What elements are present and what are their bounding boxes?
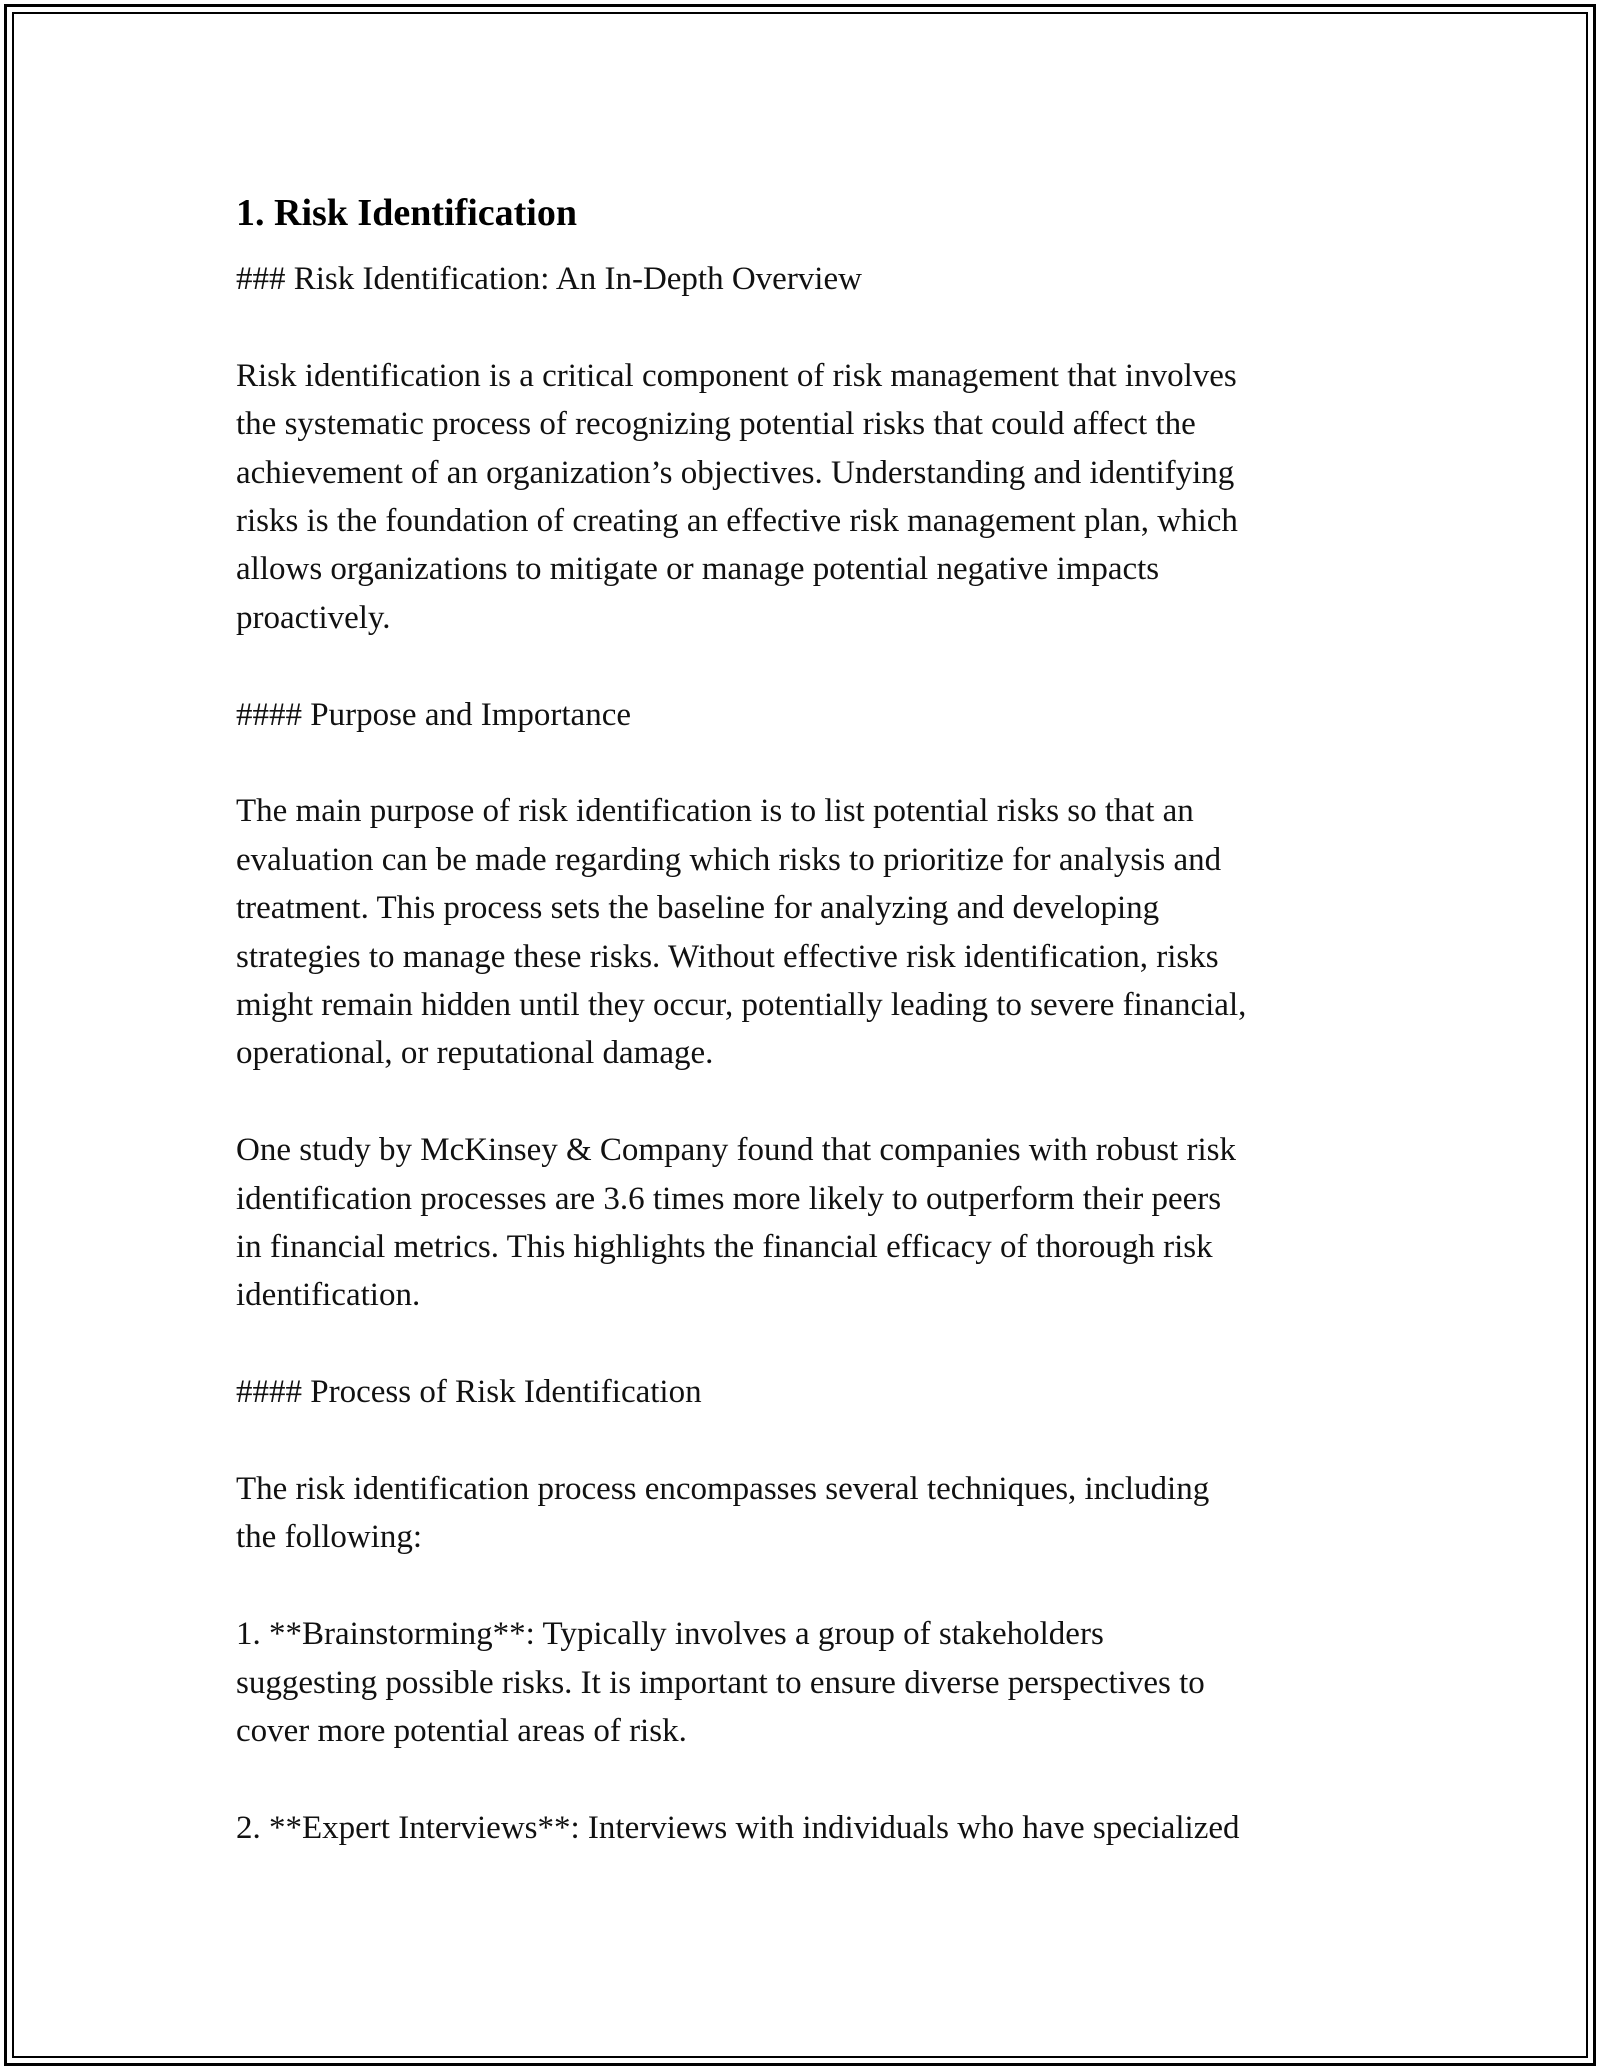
subheading-process bbox=[236, 1368, 1376, 1416]
document-title: 1. Risk Identification bbox=[236, 192, 577, 234]
text-line: operational, or reputational damage. bbox=[236, 1035, 714, 1072]
text-line: the systematic process of recognizing potential risks that could affect the bbox=[236, 406, 1196, 443]
text-line: identification. bbox=[236, 1277, 421, 1314]
text-line: suggesting possible risks. It is important to ensure diverse perspectives to bbox=[236, 1664, 1205, 1701]
paragraph-purpose bbox=[236, 787, 1376, 1077]
text-line: allows organizations to mitigate or manage potential negative impacts bbox=[236, 551, 1160, 588]
paragraph-study bbox=[236, 1126, 1376, 1320]
text-line: might remain hidden until they occur, potentially leading to severe financial, bbox=[236, 987, 1247, 1024]
text-line: Risk identification is a critical component of risk management that involves bbox=[236, 357, 1237, 394]
text-line: proactively. bbox=[236, 599, 391, 636]
text-line: #### Purpose and Importance bbox=[236, 696, 631, 733]
text-line: cover more potential areas of risk. bbox=[236, 1713, 687, 1750]
text-line: achievement of an organization’s objectives. Understanding and identifying bbox=[236, 454, 1235, 491]
text-line: ### Risk Identification: An In-Depth Overview bbox=[236, 261, 862, 297]
text-line: in financial metrics. This highlights the financial efficacy of thorough risk bbox=[236, 1229, 1213, 1266]
text-line: strategies to manage these risks. Without effective risk identification, risks bbox=[236, 938, 1219, 975]
text-line: The risk identification process encompasses several techniques, including bbox=[236, 1471, 1210, 1508]
subheading-purpose bbox=[236, 691, 1376, 739]
text-line: #### Process of Risk Identification bbox=[236, 1374, 702, 1411]
text-line: risks is the foundation of creating an effective risk management plan, which bbox=[236, 503, 1238, 540]
paragraph-intro bbox=[236, 352, 1376, 642]
text-line: The main purpose of risk identification is to list potential risks so that an bbox=[236, 793, 1194, 830]
list-item-brainstorming bbox=[236, 1610, 1376, 1755]
document-body bbox=[236, 183, 1376, 1852]
paragraph-process-intro bbox=[236, 1465, 1376, 1562]
text-line: treatment. This process sets the baseline for analyzing and developing bbox=[236, 890, 1160, 927]
text-line: One study by McKinsey & Company found that companies with robust risk bbox=[236, 1132, 1236, 1169]
subheading-overview bbox=[236, 255, 1376, 303]
text-line: 1. **Brainstorming**: Typically involves a group of stakeholders bbox=[236, 1616, 1104, 1653]
text-line: the following: bbox=[236, 1519, 423, 1556]
list-item-expert-interviews bbox=[236, 1804, 1376, 1852]
text-line: evaluation can be made regarding which risks to prioritize for analysis and bbox=[236, 841, 1222, 878]
text-line: identification processes are 3.6 times more likely to outperform their peers bbox=[236, 1180, 1222, 1217]
text-line: 2. **Expert Interviews**: Interviews with individuals who have specialized bbox=[236, 1809, 1240, 1846]
